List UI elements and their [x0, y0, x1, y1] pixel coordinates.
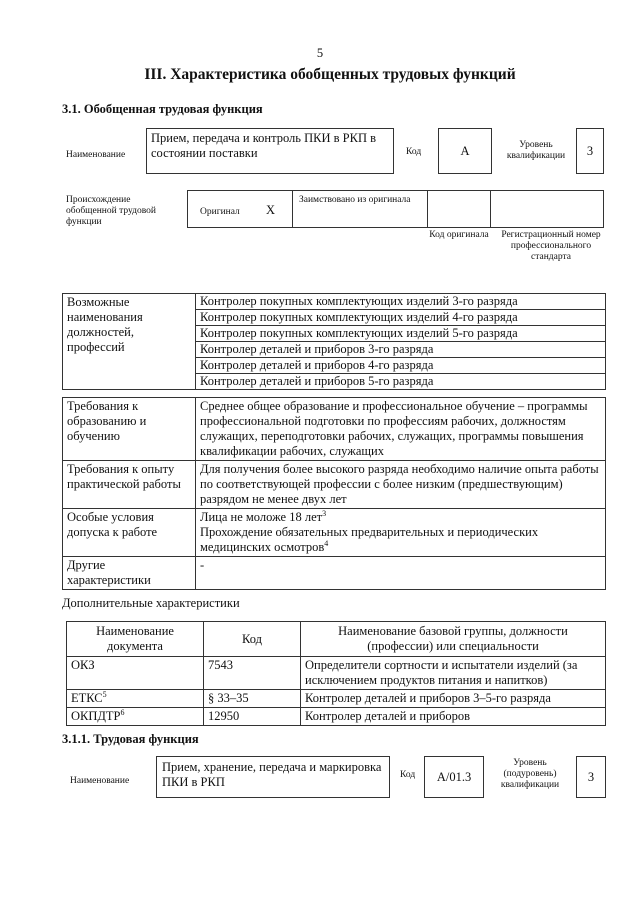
borrowed-label: Заимствовано из оригинала — [292, 190, 428, 228]
positions-label: Возможные наименования должностей, профессий — [63, 294, 196, 390]
tf-level-value: 3 — [576, 756, 606, 798]
header-group-name: Наименование базовой группы, должности (профессии) или специальности — [301, 622, 606, 657]
row-name: Контролер деталей и приборов 3–5-го разряда — [301, 690, 606, 708]
position-item: Контролер деталей и приборов 4-го разряда — [196, 358, 605, 374]
other-label: Другие характеристики — [63, 557, 196, 590]
header-code: Код — [204, 622, 301, 657]
education-value: Среднее общее образование и профессиональное обучение – программы профессиональной подготовки по профессиям рабочих, должностям служащих, переподготовки рабочих, служащих, программы повышения квалификации рабочих, служащих — [196, 398, 606, 461]
table-row — [67, 657, 606, 690]
requirements-table — [62, 397, 606, 590]
name-value: Прием, передача и контроль ПКИ в РКП в состоянии поставки — [146, 128, 394, 174]
conditions-value — [196, 509, 606, 557]
conditions-label: Особые условия допуска к работе — [63, 509, 196, 557]
footnote-ref: 3 — [322, 508, 327, 518]
position-item: Контролер покупных комплектующих изделий 3-го разряда — [196, 294, 605, 310]
positions-table — [62, 293, 606, 390]
conditions-line-2: Прохождение обязательных предварительных и периодических медицинских осмотров — [200, 525, 539, 554]
experience-value: Для получения более высокого разряда необходимо наличие опыта работы по соответствующей профессии с более низким (предшествующим) разрядом не менее двух лет — [196, 461, 606, 509]
position-item: Контролер покупных комплектующих изделий 5-го разряда — [196, 326, 605, 342]
positions-list — [196, 294, 606, 390]
row-doc — [67, 708, 204, 726]
doc-name: ОКЗ — [71, 658, 95, 672]
table-row — [67, 708, 606, 726]
level-label: Уровень квалификации — [506, 140, 566, 161]
original-cell — [187, 190, 293, 228]
origin-label: Происхождение обобщенной трудовой функции — [66, 195, 156, 227]
code-value: А — [438, 128, 492, 174]
reg-number-cell — [490, 190, 604, 228]
education-label: Требования к образованию и обучению — [63, 398, 196, 461]
table-row — [67, 690, 606, 708]
reg-number-label: Регистрационный номер профессионального стандарта — [501, 230, 601, 262]
other-value: - — [196, 557, 606, 590]
heading-3-1: 3.1. Обобщенная трудовая функция — [62, 102, 263, 116]
tf-name-label: Наименование — [70, 776, 130, 786]
code-label: Код — [406, 147, 422, 157]
conditions-line-1: Лица не моложе 18 лет — [200, 510, 323, 524]
row-code: § 33–35 — [204, 690, 301, 708]
row-code: 12950 — [204, 708, 301, 726]
name-label: Наименование — [66, 150, 126, 160]
header-document: Наименование документа — [67, 622, 204, 657]
original-mark: X — [266, 203, 276, 217]
tf-code-label: Код — [400, 770, 416, 780]
doc-name: ОКПДТР — [71, 709, 121, 723]
section-title: III. Характеристика обобщенных трудовых функций — [144, 66, 516, 83]
additional-table — [66, 621, 606, 726]
tf-level-label: Уровень (подуровень) квалификации — [500, 758, 560, 790]
page-number: 5 — [316, 46, 324, 60]
doc-name: ЕТКС — [71, 691, 103, 705]
row-code: 7543 — [204, 657, 301, 690]
code-original-cell — [427, 190, 491, 228]
row-doc — [67, 690, 204, 708]
code-original-label: Код оригинала — [429, 230, 489, 240]
row-doc — [67, 657, 204, 690]
position-item: Контролер деталей и приборов 5-го разряда — [200, 374, 434, 388]
footnote-ref: 4 — [324, 538, 329, 548]
footnote-ref: 5 — [102, 689, 107, 699]
experience-label: Требования к опыту практической работы — [63, 461, 196, 509]
row-name: Контролер деталей и приборов — [301, 708, 606, 726]
tf-code-value: А/01.3 — [424, 756, 484, 798]
heading-3-1-1: 3.1.1. Трудовая функция — [62, 732, 199, 746]
level-value: 3 — [576, 128, 604, 174]
row-name: Определители сортности и испытатели изделий (за исключением продуктов питания и напитков) — [301, 657, 606, 690]
position-item: Контролер покупных комплектующих изделий 4-го разряда — [196, 310, 605, 326]
original-label: Оригинал — [200, 207, 240, 217]
tf-name-value: Прием, хранение, передача и маркировка ПКИ в РКП — [156, 756, 390, 798]
footnote-ref: 6 — [120, 707, 125, 717]
position-item: Контролер деталей и приборов 3-го разряда — [196, 342, 605, 358]
additional-title: Дополнительные характеристики — [62, 596, 240, 610]
